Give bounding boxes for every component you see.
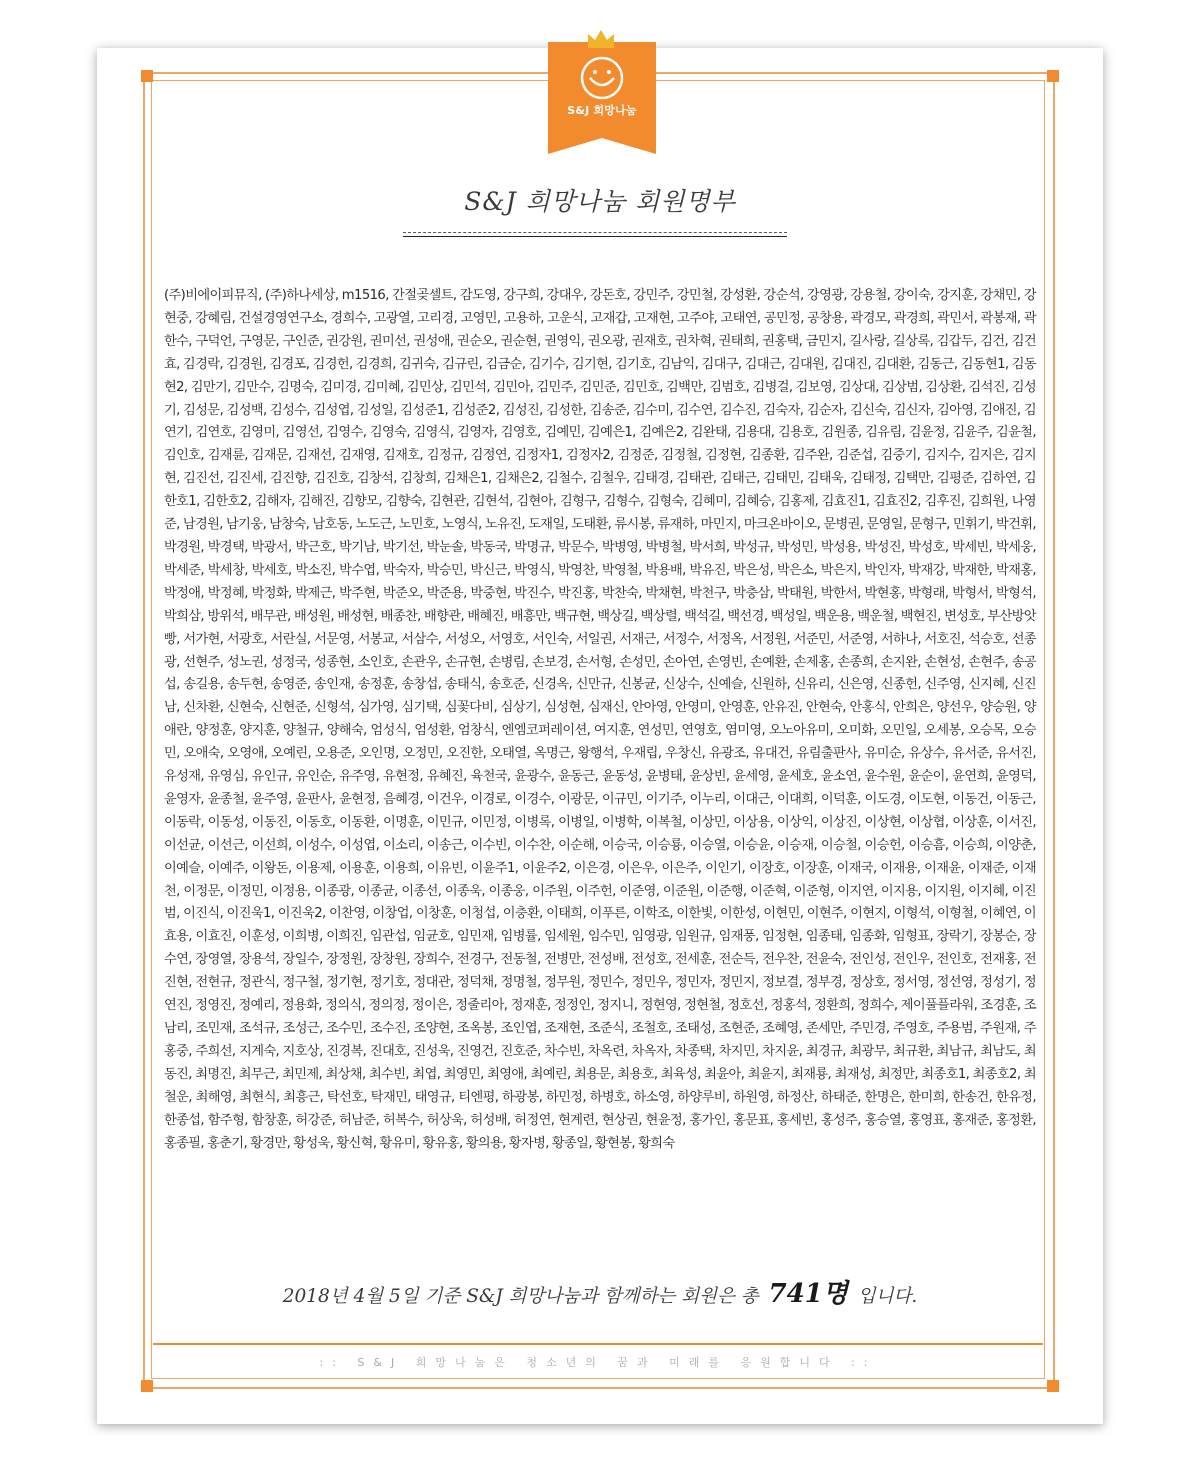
summary-prefix: 2018년 4월 5일 기준 S&J 희망나눔과 함께하는 회원은 총 xyxy=(282,1286,759,1307)
summary-suffix: 입니다. xyxy=(857,1286,918,1307)
logo-text: S&J 희망나눔 xyxy=(567,104,637,117)
corner-ornament xyxy=(1047,70,1059,82)
logo-ribbon xyxy=(536,34,668,154)
certificate-paper xyxy=(97,48,1103,1424)
page-title: S&J 희망나눔 회원명부 xyxy=(464,187,736,216)
member-summary xyxy=(177,1273,1023,1310)
corner-ornament xyxy=(1047,1380,1059,1392)
title-divider xyxy=(403,236,787,237)
title-divider xyxy=(403,232,787,233)
ribbon-shape xyxy=(548,42,656,154)
footer-divider xyxy=(153,1343,1043,1345)
corner-ornament xyxy=(141,1380,153,1392)
member-count: 741명 xyxy=(768,1279,848,1309)
corner-ornament xyxy=(141,70,153,82)
footer-slogan: :: S&J 희망나눔은 청소년의 꿈과 미래를 응원합니다 :: xyxy=(319,1356,877,1369)
crown-icon xyxy=(586,28,616,50)
member-list: (주)비에이피뮤직, (주)하나세상, m1516, 간절곶셀트, 감도영, 강구희, 강대우, 강돈호, 강민주, 강민철, 강성환, 강순석, 강영광, 강용철, 강이숙, 강지훈, 강채민, 강현중, 강혜림, 건설경영연구소, 경희수, 고광열, 고리경, 고영민, 고용하, 고운식, 고재갑, 고재현, 고주야, 고태연, 공민정, 공창용, 곽경모, 곽경희, 곽민서, 곽봉재, 곽한수, 구덕언, 구영문, 구인준, 권강원, 권미선, 권성애, 권순오, 권순현, 권영익, 권오광, 권재호, 권차혁, 권태희, 권홍택, 금민지, 길사랑, 길상록, 김갑두, 김건, 김건효, 김경락, 김경원, 김경포, 김경헌, 김경희, 김귀숙, 김규린, 김금순, 김기수, 김기현, 김기호, 김남익, 김대구, 김대근, 김대원, 김대진, 김대환, 김동근, 김동현1, 김동현2, 김만기, 김만수, 김명숙, 김미경, 김미혜, 김민상, 김민석, 김민아, 김민주, 김민준, 김민호, 김백만, 김범호, 김병걸, 김보영, 김상대, 김상범, 김상환, 김석진, 김성기, 김성문, 김성백, 김성수, 김성엽, 김성일, 김성준1, 김성준2, 김성진, 김성한, 김송준, 김수미, 김수연, 김수진, 김숙자, 김순자, 김신숙, 김신자, 김아영, 김애진, 김연기, 김연호, 김영미, 김영선, 김영수, 김영숙, 김영식, 김영자, 김영호, 김예민, 김예은1, 김예은2, 김완태, 김용대, 김용호, 김원종, 김유림, 김윤정, 김윤주, 김윤철, 김인호, 김재륜, 김재문, 김재선, 김재영, 김재호, 김정규, 김정연, 김정자1, 김정자2, 김정준, 김정철, 김정현, 김종환, 김주완, 김준섭, 김중기, 김지수, 김지은, 김지현, 김진선, 김진세, 김진향, 김진호, 김창석, 김창희, 김채은1, 김채은2, 김철수, 김철우, 김태경, 김태관, 김태근, 김태민, 김태욱, 김태정, 김택만, 김평준, 김하연, 김한호1, 김한호2, 김해자, 김해진, 김향모, 김향숙, 김현관, 김현석, 김현아, 김형구, 김형수, 김형숙, 김혜미, 김혜승, 김홍제, 김효진1, 김효진2, 김후진, 김희원, 나영준, 남경원, 남기웅, 남창숙, 남호동, 노도근, 노민호, 노영식, 노유진, 도재일, 도태환, 류시봉, 류재하, 마민지, 마크온바이오, 문병권, 문영일, 문형구, 민휘기, 박건휘, 박경원, 박경택, 박광서, 박근호, 박기남, 박기선, 박눈솔, 박동국, 박명규, 박문수, 박병영, 박병철, 박서희, 박성규, 박성민, 박성용, 박성진, 박성호, 박세빈, 박세웅, 박세준, 박세창, 박세호, 박소진, 박수엽, 박숙자, 박승민, 박신근, 박영식, 박영찬, 박영철, 박용배, 박유진, 박은성, 박은소, 박은지, 박인자, 박재강, 박재한, 박재홍, 박정애, 박정혜, 박정화, 박제근, 박주현, 박준오, 박준용, 박중현, 박진수, 박진홍, 박찬숙, 박채현, 박천구, 박충삼, 박태원, 박한서, 박현홍, 박형래, 박형서, 박형석, 박희삼, 방위석, 배무관, 배성원, 배성현, 배종찬, 배향관, 배혜진, 배흥만, 백규현, 백상길, 백상렬, 백석길, 백선경, 백성일, 백운용, 백운철, 백현진, 변성호, 부산방앗빵, 서가현, 서광호, 서란실, 서문영, 서봉교, 서삼수, 서성오, 서영호, 서인숙, 서일권, 서재근, 서정수, 서정옥, 서정원, 서준민, 서준영, 서하나, 서호진, 석승호, 선종광, 선현주, 성노권, 성정국, 성종현, 소인호, 손관우, 손규현, 손병림, 손보경, 손서형, 손성민, 손아연, 손영빈, 손예환, 손제홍, 손종희, 손지완, 손현성, 손현주, 송공섭, 송길용, 송두현, 송영준, 송인재, 송정훈, 송창섭, 송태식, 송호준, 신경옥, 신만규, 신봉균, 신상수, 신예슬, 신원하, 신유리, 신은영, 신종헌, 신주영, 신지혜, 신진남, 신차환, 신현숙, 신현준, 신형석, 심가영, 심기택, 심꽃다비, 심상기, 심성현, 심재신, 안아영, 안영미, 안영훈, 안유진, 안현숙, 안홍식, 안희은, 양선우, 양승원, 양애란, 양정훈, 양지훈, 양철규, 양해숙, 엄성식, 엄성환, 엄창식, 엔엠코퍼레이션, 여지훈, 연성민, 연영호, 염미영, 오노아유미, 오미화, 오민일, 오세봉, 오승목, 오승민, 오애숙, 오영애, 오예린, 오용준, 오인명, 오정민, 오진한, 오태열, 옥명근, 왕행석, 우재립, 우창신, 유광조, 유대건, 유림출판사, 유미순, 유상수, 유서준, 유서진, 유성재, 유영심, 유인규, 유인순, 유주영, 유현정, 유혜진, 육천국, 윤광수, 윤동근, 윤동성, 윤병태, 윤상빈, 윤세영, 윤세호, 윤소연, 윤수원, 윤순이, 윤연희, 윤영덕, 윤영자, 윤종철, 윤주영, 윤판사, 윤현정, 음혜경, 이건우, 이경로, 이경수, 이광문, 이규민, 이기주, 이누리, 이대근, 이대희, 이덕훈, 이도경, 이도현, 이동건, 이동근, 이동락, 이동성, 이동진, 이동호, 이동환, 이명훈, 이민규, 이민정, 이병록, 이병일, 이병학, 이복철, 이상민, 이상용, 이상익, 이상진, 이상현, 이상협, 이상훈, 이서진, 이선균, 이선근, 이선희, 이성수, 이성엽, 이소리, 이송근, 이수빈, 이수찬, 이순해, 이승국, 이승룡, 이승열, 이승윤, 이승재, 이승철, 이승헌, 이승흠, 이승희, 이양춘, 이예슬, 이예주, 이왕돈, 이용제, 이용훈, 이용희, 이유빈, 이윤주1, 이윤주2, 이은경, 이은우, 이은주, 이인기, 이장호, 이장훈, 이재국, 이재용, 이재윤, 이재준, 이재천, 이정문, 이정민, 이정용, 이종광, 이종균, 이종선, 이종욱, 이종웅, 이주원, 이주헌, 이준영, 이준원, 이준행, 이준혁, 이준형, 이지연, 이지용, 이지원, 이지혜, 이진범, 이진식, 이진욱1, 이진욱2, 이찬영, 이창업, 이창훈, 이청섭, 이충환, 이태희, 이푸른, 이학조, 이한빛, 이한성, 이현민, 이현주, 이현지, 이형석, 이형철, 이혜연, 이효용, 이효진, 이훈성, 이희병, 이희진, 임관섭, 임균호, 임민재, 임병률, 임세원, 임수민, 임영광, 임원규, 임재풍, 임정현, 임종태, 임종화, 임형표, 장락기, 장봉순, 장수연, 장영열, 장용석, 장일수, 장정원, 장창원, 장희수, 전경구, 전동철, 전병만, 전성배, 전성호, 전세훈, 전순득, 전우찬, 전윤숙, 전인성, 전인우, 전인호, 전재홍, 전진현, 전현규, 정관식, 정구철, 정기현, 정기호, 정대관, 정덕채, 정명철, 정무원, 정민수, 정민우, 정민자, 정민지, 정보결, 정부경, 정상호, 정서영, 정선영, 정성기, 정연진, 정영진, 정예리, 정용화, 정의식, 정의정, 정이은, 정줄리아, 정재훈, 정정인, 정지니, 정현영, 정현철, 정호선, 정홍석, 정환희, 정희수, 제이풀플라워, 조경훈, 조남리, 조민재, 조석규, 조성근, 조수민, 조수진, 조양현, 조옥봉, 조인엽, 조재현, 조준식, 조철호, 조태성, 조현준, 조혜영, 존세만, 주민경, 주영호, 주용범, 주원재, 주홍중, 주희선, 지계숙, 지호상, 진경복, 진대호, 진성욱, 진영건, 진호준, 차수빈, 차옥련, 차옥자, 차종택, 차지민, 차지윤, 최경규, 최광무, 최규환, 최남규, 최남도, 최동진, 최명진, 최무근, 최민제, 최상채, 최수빈, 최엽, 최영민, 최영애, 최예린, 최용문, 최용호, 최육성, 최윤아, 최윤지, 최재룡, 최재성, 최정만, 최종호1, 최종호2, 최철운, 최해영, 최현식, 최흥근, 탁선호, 탁재민, 태영규, 티엔평, 하광봉, 하민정, 하병호, 하소영, 하양루비, 하원영, 하정산, 하태준, 한명은, 한미희, 한송건, 한유정, 한종섭, 함주형, 함창훈, 허강준, 허남준, 허복수, 허상욱, 허성배, 허정연, 현계련, 현상권, 현윤정, 홍가인, 홍문표, 홍세빈, 홍성주, 홍승열, 홍영표, 홍재준, 홍정환, 홍종필, 홍춘기, 황경만, 황성욱, 황신혁, 황유미, 황유홍, 황의용, 황자병, 황종일, 황현봉, 황희숙 xyxy=(164,288,1036,1151)
